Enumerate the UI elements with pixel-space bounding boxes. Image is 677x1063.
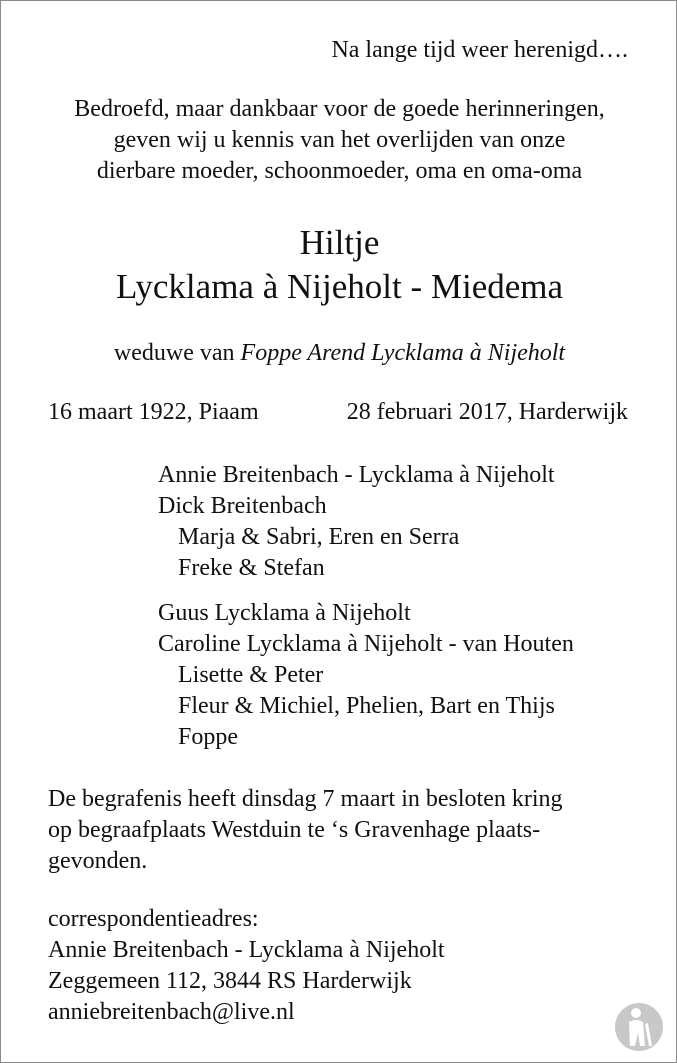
intro-line-2: geven wij u kennis van het overlijden van onze [113, 127, 566, 153]
widow-line [1, 338, 677, 369]
correspondence-email[interactable]: anniebreitenbach@live.nl [48, 999, 295, 1025]
birth-date: 16 maart 1922, Piaam [48, 399, 259, 425]
deceased-full-name: Lycklama à Nijeholt - Miedema [115, 267, 564, 306]
family-member-child: Marja & Sabri, Eren en Serra [178, 524, 460, 550]
family-member-child: Freke & Stefan [178, 555, 325, 581]
intro-line-1: Bedroefd, maar dankbaar voor de goede herinneringen, [74, 96, 605, 122]
family-member: Annie Breitenbach - Lycklama à Nijeholt [158, 462, 555, 488]
family-member-child: Fleur & Michiel, Phelien, Bart en Thijs [178, 693, 555, 719]
funeral-line-1: De begrafenis heeft dinsdag 7 maart in besloten kring [48, 786, 563, 812]
correspondence-name: Annie Breitenbach - Lycklama à Nijeholt [48, 937, 445, 963]
spouse-name: Foppe Arend Lycklama à Nijeholt [240, 340, 566, 366]
family-member: Guus Lycklama à Nijeholt [158, 600, 411, 626]
correspondence-label: correspondentieadres: [48, 906, 259, 932]
death-date: 28 februari 2017, Harderwijk [346, 399, 628, 425]
family-member: Dick Breitenbach [158, 493, 327, 519]
intro-line-3: dierbare moeder, schoonmoeder, oma en oma-oma [96, 158, 583, 184]
motto: Na lange tijd weer herenigd…. [331, 37, 628, 63]
funeral-line-2: op begraafplaats Westduin te ‘s Gravenhage plaats- [48, 817, 541, 843]
funeral-line-3: gevonden. [48, 848, 148, 874]
widow-prefix: weduwe van [113, 340, 241, 366]
memorial-figure-icon [614, 1002, 664, 1052]
deceased-first-name: Hiltje [299, 223, 380, 262]
correspondence-address: Zeggemeen 112, 3844 RS Harderwijk [48, 968, 412, 994]
family-member: Caroline Lycklama à Nijeholt - van Houten [158, 631, 574, 657]
family-member-child: Foppe [178, 724, 238, 750]
family-member-child: Lisette & Peter [178, 662, 324, 688]
